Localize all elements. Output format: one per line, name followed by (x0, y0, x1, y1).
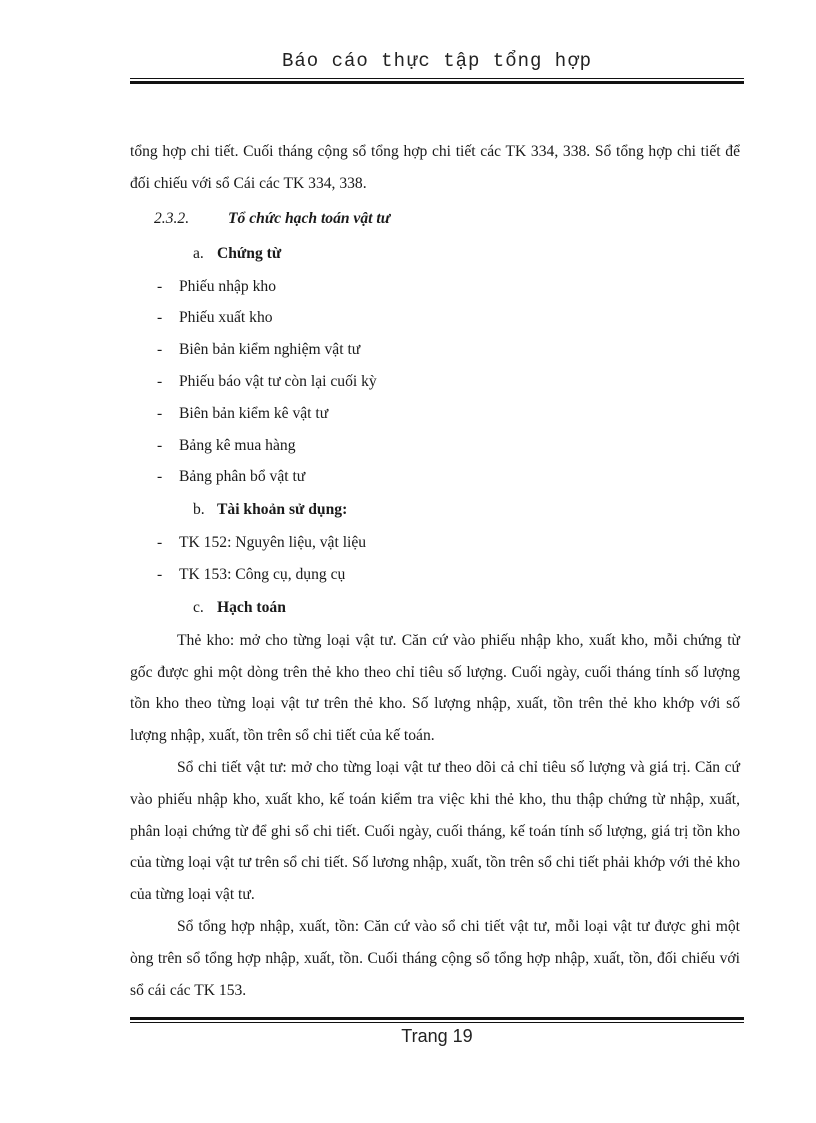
dash-marker: - (157, 404, 163, 422)
body-content (130, 136, 740, 1006)
subsection-c-title: Hạch toán (217, 598, 286, 616)
dash-marker: - (157, 436, 163, 454)
list-item (130, 302, 740, 334)
dash-marker: - (157, 277, 163, 295)
dash-marker: - (157, 372, 163, 390)
list-item (130, 398, 740, 430)
subsection-b-title: Tài khoản sử dụng: (217, 501, 348, 519)
header-rule-thin (130, 78, 744, 79)
subsection-a-list (130, 271, 740, 494)
subsection-b-letter: b. (193, 501, 205, 519)
paragraph-so-chi-tiet: Sổ chi tiết vật tư: mở cho từng loại vật tư theo dõi cả chỉ tiêu số lượng và giá trị. Căn cứ vào phiếu nhập kho, xuất kho, kế toán kiểm tra việc khi thẻ kho, thu thập chứng từ nhập, xuất, phân loại chứng từ để ghi sổ chi tiết. Cuối ngày, cuối tháng, kế toán tính số lượng, giá trị tồn kho của từng loại vật tư trên sổ chi tiết. Số lương nhập, xuất, tồn trên sổ chi tiết phải khớp với thẻ kho của từng loại vật tư. (130, 758, 740, 904)
header-rule-thick (130, 81, 744, 84)
list-item (130, 559, 740, 591)
header-title: Báo cáo thực tập tổng hợp (281, 50, 593, 72)
page-number: Trang 19 (401, 1026, 473, 1046)
list-item-text: TK 152: Nguyên liệu, vật liệu (179, 534, 367, 552)
subsection-b-heading (193, 493, 740, 527)
dash-marker: - (157, 468, 163, 486)
list-item (130, 430, 740, 462)
dash-marker: - (157, 309, 163, 327)
list-item-text: Bảng phân bổ vật tư (179, 468, 306, 486)
list-item (130, 527, 740, 559)
subsection-a-title: Chứng từ (217, 244, 282, 262)
subsection-c-letter: c. (193, 598, 204, 616)
subsection-b-list (130, 527, 740, 591)
footer-rule-thin (130, 1022, 744, 1023)
section-heading (154, 200, 740, 237)
section-number: 2.3.2. (154, 209, 190, 227)
list-item-text: Phiếu xuất kho (179, 309, 273, 327)
dash-marker: - (157, 341, 163, 359)
paragraph-the-kho: Thẻ kho: mở cho từng loại vật tư. Căn cứ vào phiếu nhập kho, xuất kho, mỗi chứng từ gốc được ghi một dòng trên thẻ kho theo chỉ tiêu số lượng. Cuối ngày, cuối tháng tính số lượng tồn kho theo từng loại vật tư trên thẻ kho. Số lượng nhập, xuất, tồn trên thẻ kho khớp với số lượng nhập, xuất, tồn trên sổ chi tiết của kế toán. (130, 631, 740, 745)
subsection-c-heading (193, 591, 740, 625)
list-item (130, 334, 740, 366)
footer-rule-thick (130, 1017, 744, 1020)
list-item (130, 366, 740, 398)
list-item-text: Phiếu báo vật tư còn lại cuối kỳ (179, 372, 377, 390)
list-item-text: TK 153: Công cụ, dụng cụ (179, 565, 346, 583)
list-item (130, 271, 740, 303)
intro-paragraph: tổng hợp chi tiết. Cuối tháng cộng sổ tổng hợp chi tiết các TK 334, 338. Sổ tổng hợp chi tiết để đối chiếu với sổ Cái các TK 334, 338. (130, 143, 740, 192)
subsection-a-letter: a. (193, 244, 204, 262)
list-item-text: Biên bản kiểm kê vật tư (179, 404, 329, 422)
section-title: Tổ chức hạch toán vật tư (228, 209, 391, 227)
list-item-text: Biên bản kiểm nghiệm vật tư (179, 341, 361, 359)
subsection-a-heading (193, 237, 740, 271)
dash-marker: - (157, 534, 163, 552)
list-item-text: Bảng kê mua hàng (179, 436, 296, 454)
dash-marker: - (157, 565, 163, 583)
list-item-text: Phiếu nhập kho (179, 277, 277, 295)
list-item (130, 461, 740, 493)
paragraph-so-tong-hop: Sổ tổng hợp nhập, xuất, tồn: Căn cứ vào sổ chi tiết vật tư, mỗi loại vật tư được ghi một òng trên sổ tổng hợp nhập, xuất, tồn. Cuối tháng cộng sổ tổng hợp nhập, xuất, tồn, đối chiếu với sổ cái các TK 153. (130, 917, 740, 999)
